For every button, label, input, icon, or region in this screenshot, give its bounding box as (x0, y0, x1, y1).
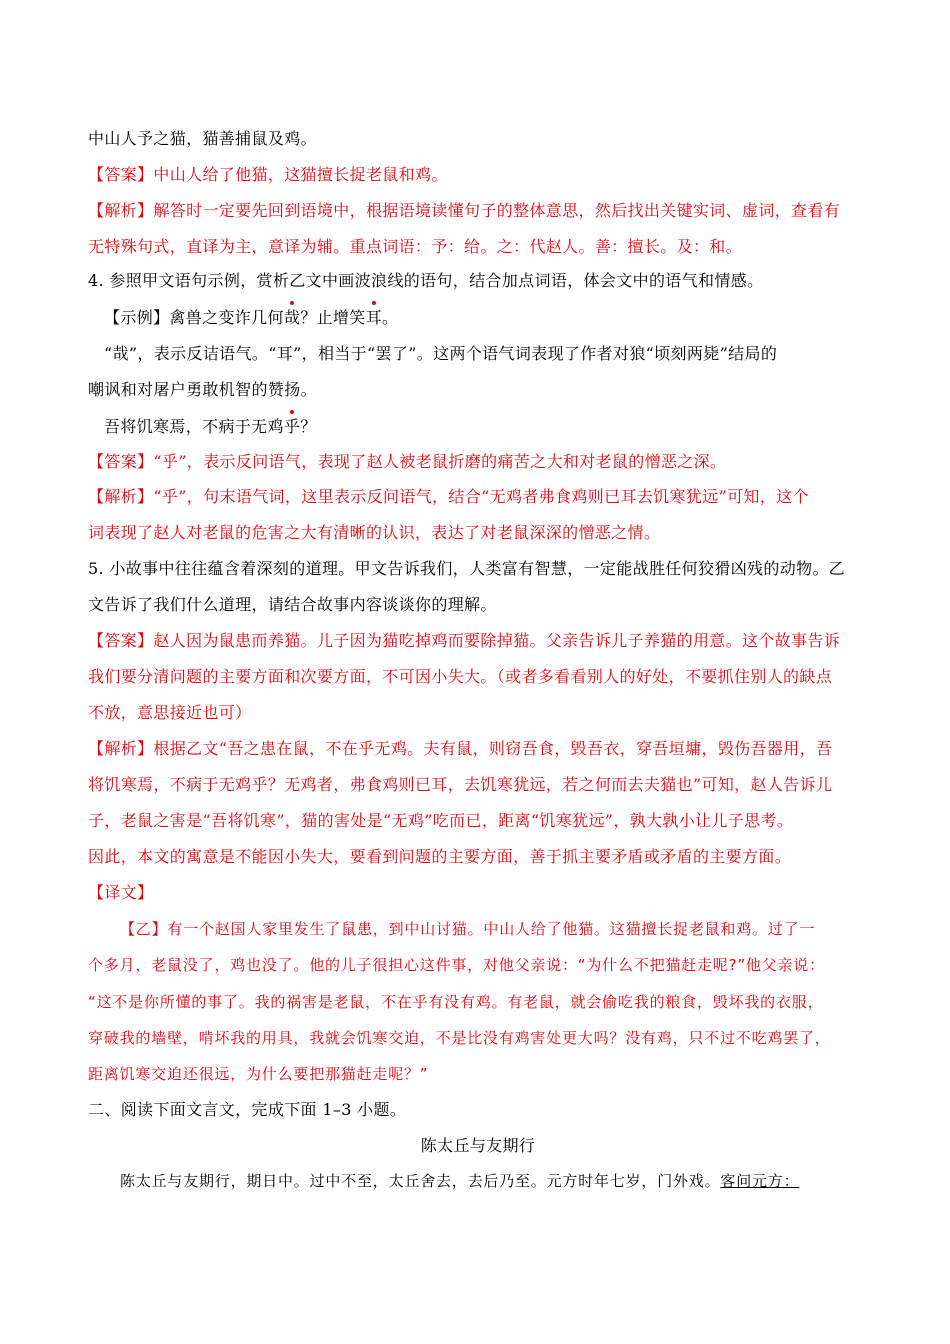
example-explanation: 嘲讽和对屠户勇敢机智的赞扬。 (88, 380, 317, 399)
passage-title: 陈太丘与友期行 (420, 1136, 536, 1155)
passage-text: 陈太丘与友期行，期日中。过中不至，太丘舍去，去后乃至。元方时年七岁，门外戏。 (120, 1172, 721, 1190)
target-sentence (104, 416, 884, 438)
analysis-line: 词表现了赵人对老鼠的危害之大有清晰的认识，表达了对老鼠深深的憎恶之情。 (88, 523, 661, 542)
quote-line: 中山人予之猫，猫善捕鼠及鸡。 (88, 129, 317, 148)
example-explanation: “哉”，表示反诘语气。“耳”，相当于“罢了”。这两个语气词表现了作者对狼“顷刻两毙”结局的 (104, 344, 778, 363)
target-text: 吾将饥寒焉，不病于无鸡 (104, 417, 284, 436)
translation-line: 距离饥寒交迫还很远，为什么要把那猫赶走呢？” (88, 1065, 429, 1083)
analysis-line: 将饥寒焉，不病于无鸡乎？无鸡者，弗食鸡则已耳，去饥寒犹远，若之何而去夫猫也”可知，赵人告诉儿 (88, 775, 833, 794)
answer-line: 【答案】中山人给了他猫，这猫擅长捉老鼠和鸡。 (88, 165, 448, 184)
analysis-line: 【解析】“乎”，句末语气词，这里表示反问语气，结合“无鸡者弗食鸡则已耳去饥寒犹远”可知，这个 (88, 487, 809, 506)
question-5: 5. 小故事中往往蕴含着深刻的道理。甲文告诉我们，人类富有智慧，一定能战胜任何狡猾凶残的动物。乙 (88, 559, 846, 578)
target-text: ？ (300, 417, 317, 436)
translation-line: 个多月，老鼠没了，鸡也没了。他的儿子很担心这件事，对他父亲说：“为什么不把猫赶走呢?”他父亲说： (88, 956, 825, 974)
question-5: 文告诉了我们什么道理，请结合故事内容谈谈你的理解。 (88, 595, 497, 614)
dotted-word-zai: 哉 (283, 308, 301, 327)
section-heading: 二、阅读下面文言文，完成下面 1–3 小题。 (88, 1100, 407, 1119)
translation-heading: 【译文】 (88, 883, 154, 902)
example-text: 。 (381, 308, 399, 327)
question-4: 4. 参照甲文语句示例，赏析乙文中画波浪线的语句，结合加点词语，体会文中的语气和情感。 (88, 271, 764, 290)
example-text: ？止增笑 (300, 308, 366, 327)
passage-line (120, 1170, 868, 1192)
answer-line: 我们要分清问题的主要方面和次要方面，不可因小失大。（或者多看看别人的好处，不要抓住别人的缺点 (88, 667, 833, 686)
translation-line: 穿破我的墙壁，啃坏我的用具，我就会饥寒交迫，不是比没有鸡害处更大吗？没有鸡，只不过不吃鸡罢了， (88, 1029, 831, 1047)
example-line (104, 307, 884, 329)
analysis-line: 无特殊句式，直译为主，意译为辅。重点词语：予：给。之：代赵人。善：擅长。及：和。 (88, 237, 743, 256)
answer-line: 不放，意思接近也可） (88, 703, 252, 722)
dotted-word-hu: 乎 (283, 417, 301, 436)
example-text: 【示例】禽兽之变诈几何 (104, 308, 284, 327)
answer-line: 【答案】“乎”，表示反问语气，表现了赵人被老鼠折磨的痛苦之大和对老鼠的憎恶之深。 (88, 452, 727, 471)
answer-line: 【答案】赵人因为鼠患而养猫。儿子因为猫吃掉鸡而要除掉猫。父亲告诉儿子养猫的用意。这个故事告诉 (88, 631, 841, 650)
dotted-word-er: 耳 (365, 308, 382, 327)
analysis-line: 【解析】根据乙文“吾之患在鼠，不在乎无鸡。夫有鼠，则窃吾食，毁吾衣，穿吾垣墉，毁伤吾器用，吾 (88, 739, 833, 758)
translation-line: 【乙】有一个赵国人家里发生了鼠患，到中山讨猫。中山人给了他猫。这猫擅长捉老鼠和鸡。过了一 (120, 920, 816, 938)
analysis-line: 【解析】解答时一定要先回到语境中，根据语境读懂句子的整体意思，然后找出关键实词、虚词，查看有 (88, 201, 841, 220)
translation-line: “这不是你所懂的事了。我的祸害是老鼠，不在乎有没有鸡。有老鼠，就会偷吃我的粮食，毁坏我的衣服， (88, 993, 824, 1011)
underlined-text: 客问元方： (720, 1172, 800, 1190)
analysis-line: 子，老鼠之害是“吾将饥寒”，猫的害处是“无鸡”吃而已，距离“饥寒犹远”，孰大孰小让儿子思考。 (88, 811, 794, 830)
analysis-line: 因此，本文的寓意是不能因小失大，要看到问题的主要方面，善于抓主要矛盾或矛盾的主要方面。 (88, 847, 792, 866)
